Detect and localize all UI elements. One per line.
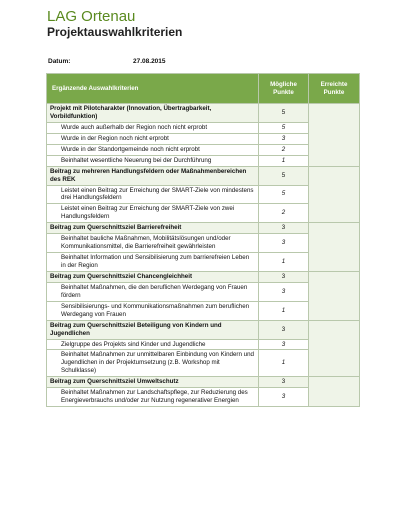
- criterion-label: Sensibilisierungs- und Kommunikationsmaßnahmen zum beruflichen Werdegang von Frauen: [47, 301, 259, 320]
- criterion-label: Wurde in der Region noch nicht erprobt: [47, 133, 259, 144]
- achieved-points-cell[interactable]: [309, 223, 360, 272]
- header-criteria: Ergänzende Auswahlkriterien: [47, 74, 259, 104]
- criterion-label: Beinhaltet bauliche Maßnahmen, Mobilitätslösungen und/oder Kommunikationsmittel, die Barrierefreiheit gewährleisten: [47, 234, 259, 253]
- criterion-label: Beinhaltet Maßnahmen zur unmittelbaren Einbindung von Kindern und Jugendlichen in der Projektumsetzung (z.B. Workshop mit Schulklasse): [47, 350, 259, 377]
- possible-points: 1: [259, 350, 309, 377]
- possible-points: 3: [259, 271, 309, 282]
- possible-points: 2: [259, 144, 309, 155]
- category-label: Beitrag zum Querschnittsziel Umweltschutz: [47, 377, 259, 388]
- date-value: 27.08.2015: [133, 58, 166, 65]
- possible-points: 3: [259, 234, 309, 253]
- document-title: LAG Ortenau: [47, 8, 136, 25]
- possible-points: 3: [259, 339, 309, 350]
- category-row: [47, 377, 360, 388]
- criterion-label: Leistet einen Beitrag zur Erreichung der SMART-Ziele von mindestens drei Handlungsfeldern: [47, 185, 259, 204]
- possible-points: 5: [259, 166, 309, 185]
- possible-points: 5: [259, 104, 309, 123]
- date-label: Datum:: [48, 58, 71, 65]
- criterion-label: Beinhaltet wesentliche Neuerung bei der Durchführung: [47, 155, 259, 166]
- possible-points: 1: [259, 253, 309, 272]
- category-row: [47, 104, 360, 123]
- achieved-points-cell[interactable]: [309, 166, 360, 223]
- category-label: Beitrag zum Querschnittsziel Barrierefreiheit: [47, 223, 259, 234]
- possible-points: 3: [259, 388, 309, 407]
- achieved-points-cell[interactable]: [309, 377, 360, 407]
- possible-points: 1: [259, 301, 309, 320]
- achieved-points-cell[interactable]: [309, 320, 360, 377]
- criteria-table: [46, 73, 360, 407]
- possible-points: 2: [259, 204, 309, 223]
- possible-points: 5: [259, 185, 309, 204]
- possible-points: 1: [259, 155, 309, 166]
- header-achieved-points: Erreichte Punkte: [309, 74, 360, 104]
- possible-points: 3: [259, 320, 309, 339]
- possible-points: 3: [259, 377, 309, 388]
- category-row: [47, 166, 360, 185]
- achieved-points-cell[interactable]: [309, 104, 360, 167]
- criterion-label: Beinhaltet Information und Sensibilisierung zum barrierefreien Leben in der Region: [47, 253, 259, 272]
- possible-points: 3: [259, 223, 309, 234]
- criterion-label: Leistet einen Beitrag zur Erreichung der SMART-Ziele von zwei Handlungsfeldern: [47, 204, 259, 223]
- category-label: Beitrag zum Querschnittsziel Beteiligung von Kindern und Jugendlichen: [47, 320, 259, 339]
- criterion-label: Zielgruppe des Projekts sind Kinder und Jugendliche: [47, 339, 259, 350]
- table-header-row: [47, 74, 360, 104]
- possible-points: 3: [259, 282, 309, 301]
- criterion-label: Wurde in der Standortgemeinde noch nicht erprobt: [47, 144, 259, 155]
- category-label: Beitrag zu mehreren Handlungsfeldern oder Maßnahmenbereichen des REK: [47, 166, 259, 185]
- criterion-label: Beinhaltet Maßnahmen, die den beruflichen Werdegang von Frauen fördern: [47, 282, 259, 301]
- achieved-points-cell[interactable]: [309, 271, 360, 320]
- category-row: [47, 271, 360, 282]
- criterion-label: Beinhaltet Maßnahmen zur Landschaftspflege, zur Reduzierung des Energieverbrauchs und/oder zur Nutzung regenerativer Energien: [47, 388, 259, 407]
- header-possible-points: Mögliche Punkte: [259, 74, 309, 104]
- category-row: [47, 320, 360, 339]
- category-label: Projekt mit Pilotcharakter (Innovation, Übertragbarkeit, Vorbildfunktion): [47, 104, 259, 123]
- category-label: Beitrag zum Querschnittsziel Chancengleichheit: [47, 271, 259, 282]
- category-row: [47, 223, 360, 234]
- criterion-label: Wurde auch außerhalb der Region noch nicht erprobt: [47, 122, 259, 133]
- document-subtitle: Projektauswahlkriterien: [47, 25, 183, 39]
- criteria-rows: [47, 104, 360, 407]
- possible-points: 3: [259, 133, 309, 144]
- possible-points: 5: [259, 122, 309, 133]
